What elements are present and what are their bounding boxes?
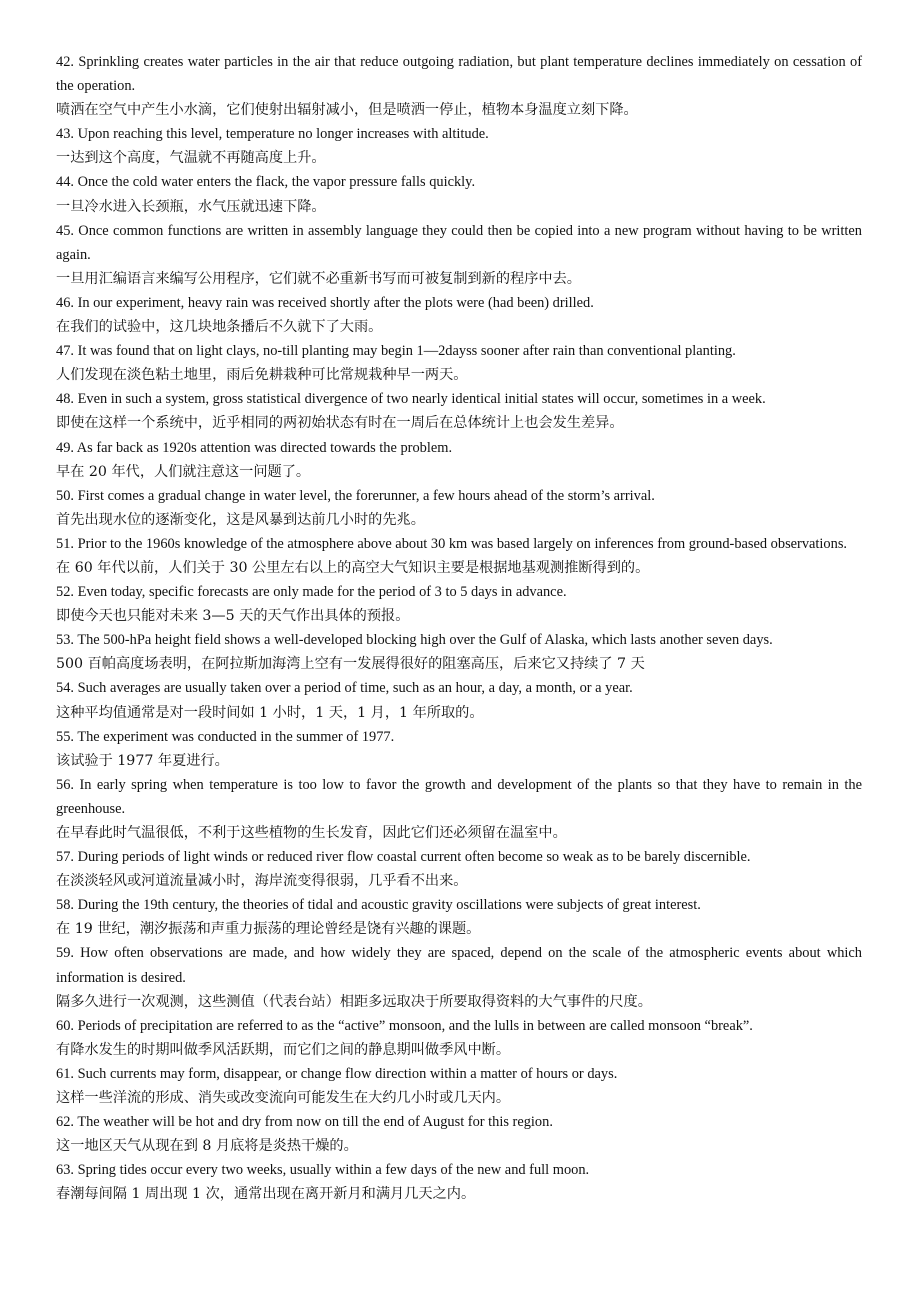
sentence-entry-49: [56, 436, 862, 484]
chinese-translation: 在 60 年代以前，人们关于 30 公里左右以上的高空大气知识主要是根据地基观测推断得到的。: [56, 559, 650, 576]
english-sentence: 54. Such averages are usually taken over a period of time, such as an hour, a day, a month, or a year.: [56, 680, 633, 697]
sentence-entry-44: [56, 170, 862, 218]
sentence-entry-62: [56, 1110, 862, 1158]
sentence-entry-53: [56, 628, 862, 676]
sentence-entry-47: [56, 339, 862, 387]
english-sentence: 56. In early spring when temperature is too low to favor the growth and development of the plants so that they have to remain in the greenhouse.: [56, 776, 862, 817]
chinese-translation: 首先出现水位的逐渐变化，这是风暴到达前几小时的先兆。: [56, 511, 425, 528]
chinese-translation: 有降水发生的时期叫做季风活跃期，而它们之间的静息期叫做季风中断。: [56, 1041, 511, 1058]
sentence-entry-58: [56, 893, 862, 941]
sentence-entry-51: [56, 532, 862, 580]
english-sentence: 57. During periods of light winds or reduced river flow coastal current often become so weak as to be barely discernible.: [56, 849, 751, 866]
sentence-entry-57: [56, 845, 862, 893]
sentence-entry-46: [56, 291, 862, 339]
chinese-translation: 即使今天也只能对未来 3—5 天的天气作出具体的预报。: [56, 608, 410, 625]
sentence-entry-63: [56, 1158, 862, 1206]
english-sentence: 61. Such currents may form, disappear, or change flow direction within a matter of hours or days.: [56, 1065, 618, 1082]
chinese-translation: 即使在这样一个系统中，近乎相同的两初始状态有时在一周后在总体统计上也会发生差异。: [56, 415, 624, 432]
sentence-entry-50: [56, 484, 862, 532]
chinese-translation: 这种平均值通常是对一段时间如 1 小时，1 天，1 月，1 年所取的。: [56, 704, 484, 721]
chinese-translation: 一旦用汇编语言来编写公用程序，它们就不必重新书写而可被复制到新的程序中去。: [56, 270, 581, 287]
english-sentence: 45. Once common functions are written in assembly language they could then be copied into a new program without having to be written again.: [56, 222, 862, 263]
chinese-translation: 在 19 世纪，潮汐振荡和声重力振荡的理论曾经是饶有兴趣的课题。: [56, 921, 481, 938]
chinese-translation: 该试验于 1977 年夏进行。: [56, 752, 229, 769]
sentence-entry-55: [56, 725, 862, 773]
sentence-entry-45: [56, 219, 862, 291]
english-sentence: 52. Even today, specific forecasts are only made for the period of 3 to 5 days in advance.: [56, 584, 567, 601]
sentence-entry-43: [56, 122, 862, 170]
chinese-translation: 在早春此时气温很低，不利于这些植物的生长发育，因此它们还必须留在温室中。: [56, 825, 567, 841]
english-sentence: 62. The weather will be hot and dry from now on till the end of August for this region.: [56, 1114, 553, 1131]
sentence-entry-61: [56, 1062, 862, 1110]
chinese-translation: 500 百帕高度场表明，在阿拉斯加海湾上空有一发展得很好的阻塞高压，后来它又持续了 7 天: [56, 656, 645, 673]
chinese-translation: 这样一些洋流的形成、消失或改变流向可能发生在大约几小时或几天内。: [56, 1090, 511, 1107]
sentence-entry-60: [56, 1014, 862, 1062]
english-sentence: 49. As far back as 1920s attention was directed towards the problem.: [56, 439, 453, 456]
document-page: [56, 50, 862, 1207]
chinese-translation: 一达到这个高度，气温就不再随高度上升。: [56, 150, 326, 167]
sentence-entry-52: [56, 580, 862, 628]
english-sentence: 63. Spring tides occur every two weeks, usually within a few days of the new and full moon.: [56, 1162, 590, 1179]
sentence-entry-48: [56, 387, 862, 435]
chinese-translation: 这一地区天气从现在到 8 月底将是炎热干燥的。: [56, 1138, 358, 1155]
english-sentence: 59. How often observations are made, and how widely they are spaced, depend on the scale of the atmospheric events about which information is desired.: [56, 945, 862, 986]
chinese-translation: 在我们的试验中，这几块地条播后不久就下了大雨。: [56, 319, 383, 336]
english-sentence: 44. Once the cold water enters the flack, the vapor pressure falls quickly.: [56, 174, 476, 191]
english-sentence: 55. The experiment was conducted in the summer of 1977.: [56, 728, 395, 745]
chinese-translation: 春潮每间隔 1 周出现 1 次，通常出现在离开新月和满月几天之内。: [56, 1186, 476, 1203]
english-sentence: 58. During the 19th century, the theories of tidal and acoustic gravity oscillations were subjects of great interest.: [56, 897, 701, 914]
sentence-entry-59: [56, 941, 862, 1013]
english-sentence: 47. It was found that on light clays, no-till planting may begin 1—2dayss sooner after rain than conventional planting.: [56, 343, 736, 360]
chinese-translation: 早在 20 年代，人们就注意这一问题了。: [56, 463, 311, 480]
english-sentence: 48. Even in such a system, gross statistical divergence of two nearly identical initial states will occur, sometimes in a week.: [56, 391, 766, 408]
english-sentence: 42. Sprinkling creates water particles in the air that reduce outgoing radiation, but plant temperature declines immediately on cessation of the operation.: [56, 54, 862, 95]
chinese-translation: 一旦冷水进入长颈瓶，水气压就迅速下降。: [56, 198, 326, 215]
chinese-translation: 隔多久进行一次观测，这些测值（代表台站）相距多远取决于所要取得资料的大气事件的尺度。: [56, 993, 652, 1010]
chinese-translation: 人们发现在淡色粘土地里，雨后免耕栽种可比常规栽种早一两天。: [56, 367, 468, 384]
english-sentence: 50. First comes a gradual change in water level, the forerunner, a few hours ahead of the storm’s arrival.: [56, 487, 655, 504]
english-sentence: 46. In our experiment, heavy rain was received shortly after the plots were (had been) drilled.: [56, 294, 594, 311]
sentence-entry-54: [56, 676, 862, 724]
english-sentence: 60. Periods of precipitation are referred to as the “active” monsoon, and the lulls in between are called monsoon “break”.: [56, 1017, 753, 1034]
sentence-entry-56: [56, 773, 862, 845]
english-sentence: 51. Prior to the 1960s knowledge of the atmosphere above about 30 km was based largely on inferences from ground-based observations.: [56, 535, 848, 552]
chinese-translation: 喷洒在空气中产生小水滴，它们使射出辐射减小，但是喷洒一停止，植物本身温度立刻下降。: [56, 102, 638, 119]
english-sentence: 53. The 500-hPa height field shows a well-developed blocking high over the Gulf of Alaska, which lasts another seven days.: [56, 632, 773, 649]
chinese-translation: 在淡淡轻风或河道流量减小时，海岸流变得很弱，几乎看不出来。: [56, 873, 468, 890]
sentence-entry-42: [56, 50, 862, 122]
english-sentence: 43. Upon reaching this level, temperature no longer increases with altitude.: [56, 126, 489, 143]
